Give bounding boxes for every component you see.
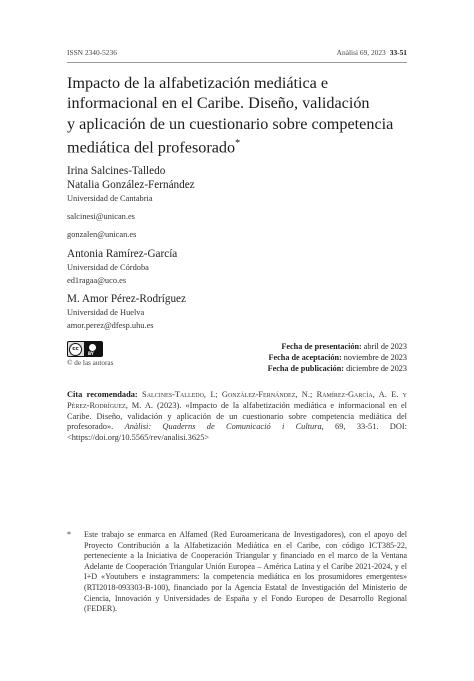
by-badge [84,342,102,356]
running-header [67,48,407,60]
journal-name: Anàlisi 69, 2023 [336,48,386,57]
date-label: Fecha de presentación: [281,342,362,351]
page-range: 33-51 [389,48,407,57]
article-title [67,73,412,158]
author-affiliation: Universidad de Córdoba [67,263,149,272]
journal-issue [337,48,407,57]
by-label: BY [88,351,94,356]
recommended-citation [67,390,407,444]
creative-commons-by-icon[interactable] [67,341,103,357]
author-email[interactable]: amor.perez@dfesp.uhu.es [67,321,154,330]
header-rule [67,62,407,63]
date-label: Fecha de publicación: [267,364,345,373]
author-name: Irina Salcines-Talledo [67,165,166,177]
author-email[interactable]: ed1ragaa@uco.es [67,276,127,285]
author-affiliation: Universidad de Cantabria [67,194,153,203]
author-email[interactable]: gonzalen@unican.es [67,230,137,239]
citation-authors: Salcines-Talledo, I.; González-Fernández, N.; Ramírez-García, A. E. y Pérez-Rodríguez, M. A. [67,390,407,410]
date-value: noviembre de 2023 [343,353,407,362]
author-name: Antonia Ramírez-García [67,248,178,260]
issn-label: ISSN 2340-5236 [67,48,117,57]
author-name: M. Amor Pérez-Rodríguez [67,293,186,305]
author-block [67,164,407,332]
title-footnote-mark: * [235,138,241,150]
date-value: abril de 2023 [363,342,407,351]
date-row [268,341,407,352]
citation-body: (2023). «Impacto de la alfabetización mediática e informacional en el Caribe. Diseño, validación y aplicación de un cuestionario sobre competencia mediática del profesorado». [67,400,407,432]
date-label: Fecha de aceptación: [268,353,342,362]
author-name: Natalia González-Fernández [67,179,195,191]
citation-journal: Anàlisi: Quaderns de Comunicació i Cultura [124,422,322,432]
citation-label: Cita recomendada: [67,390,138,399]
footnote [67,530,407,615]
title-line: Impacto de la alfabetización mediática e [67,74,329,92]
footnote-text: Este trabajo se enmarca en Alfamed (Red Euroamericana de Investigadores), con el apoyo del Proyecto Contribución a la Alfabetización Mediática en el Caribe, con código ICT385-22, perteneciente a la Iniciativa de Cooperación Triangular y financiado en el marco de la Ventana Adelante de Cooperación Triangular Unión Europea – América Latina y el Caribe 2021-2024, y el I+D «Youtubers e instagrammers: la competencia mediática en los prosumidores emergentes» (RTI2018-093303-B-100), financiado por la Agencia Estatal de Investigación del Ministerio de Ciencia, Innovación y Universidades de España y el Fondo Europeo de Desarrollo Regional (FEDER). [84,530,407,614]
citation-doi[interactable]: , 69, 33-51. DOI: <https://doi.org/10.5565/rev/analisi.3625> [67,422,407,443]
footnote-mark: * [67,530,72,539]
copyright-note: © de las autoras [67,359,114,367]
title-line: mediática del profesorado [67,138,236,157]
date-row [268,363,407,374]
author-affiliation: Universidad de Huelva [67,308,145,317]
title-line: y aplicación de un cuestionario sobre competencia [67,114,394,133]
date-value: diciembre de 2023 [346,364,407,373]
author-email[interactable]: salcinesi@unican.es [67,212,135,221]
date-row [268,352,407,363]
publication-dates [268,341,407,374]
cc-glyph: cc [69,343,82,356]
title-line: informacional en el Caribe. Diseño, validación [67,94,370,113]
